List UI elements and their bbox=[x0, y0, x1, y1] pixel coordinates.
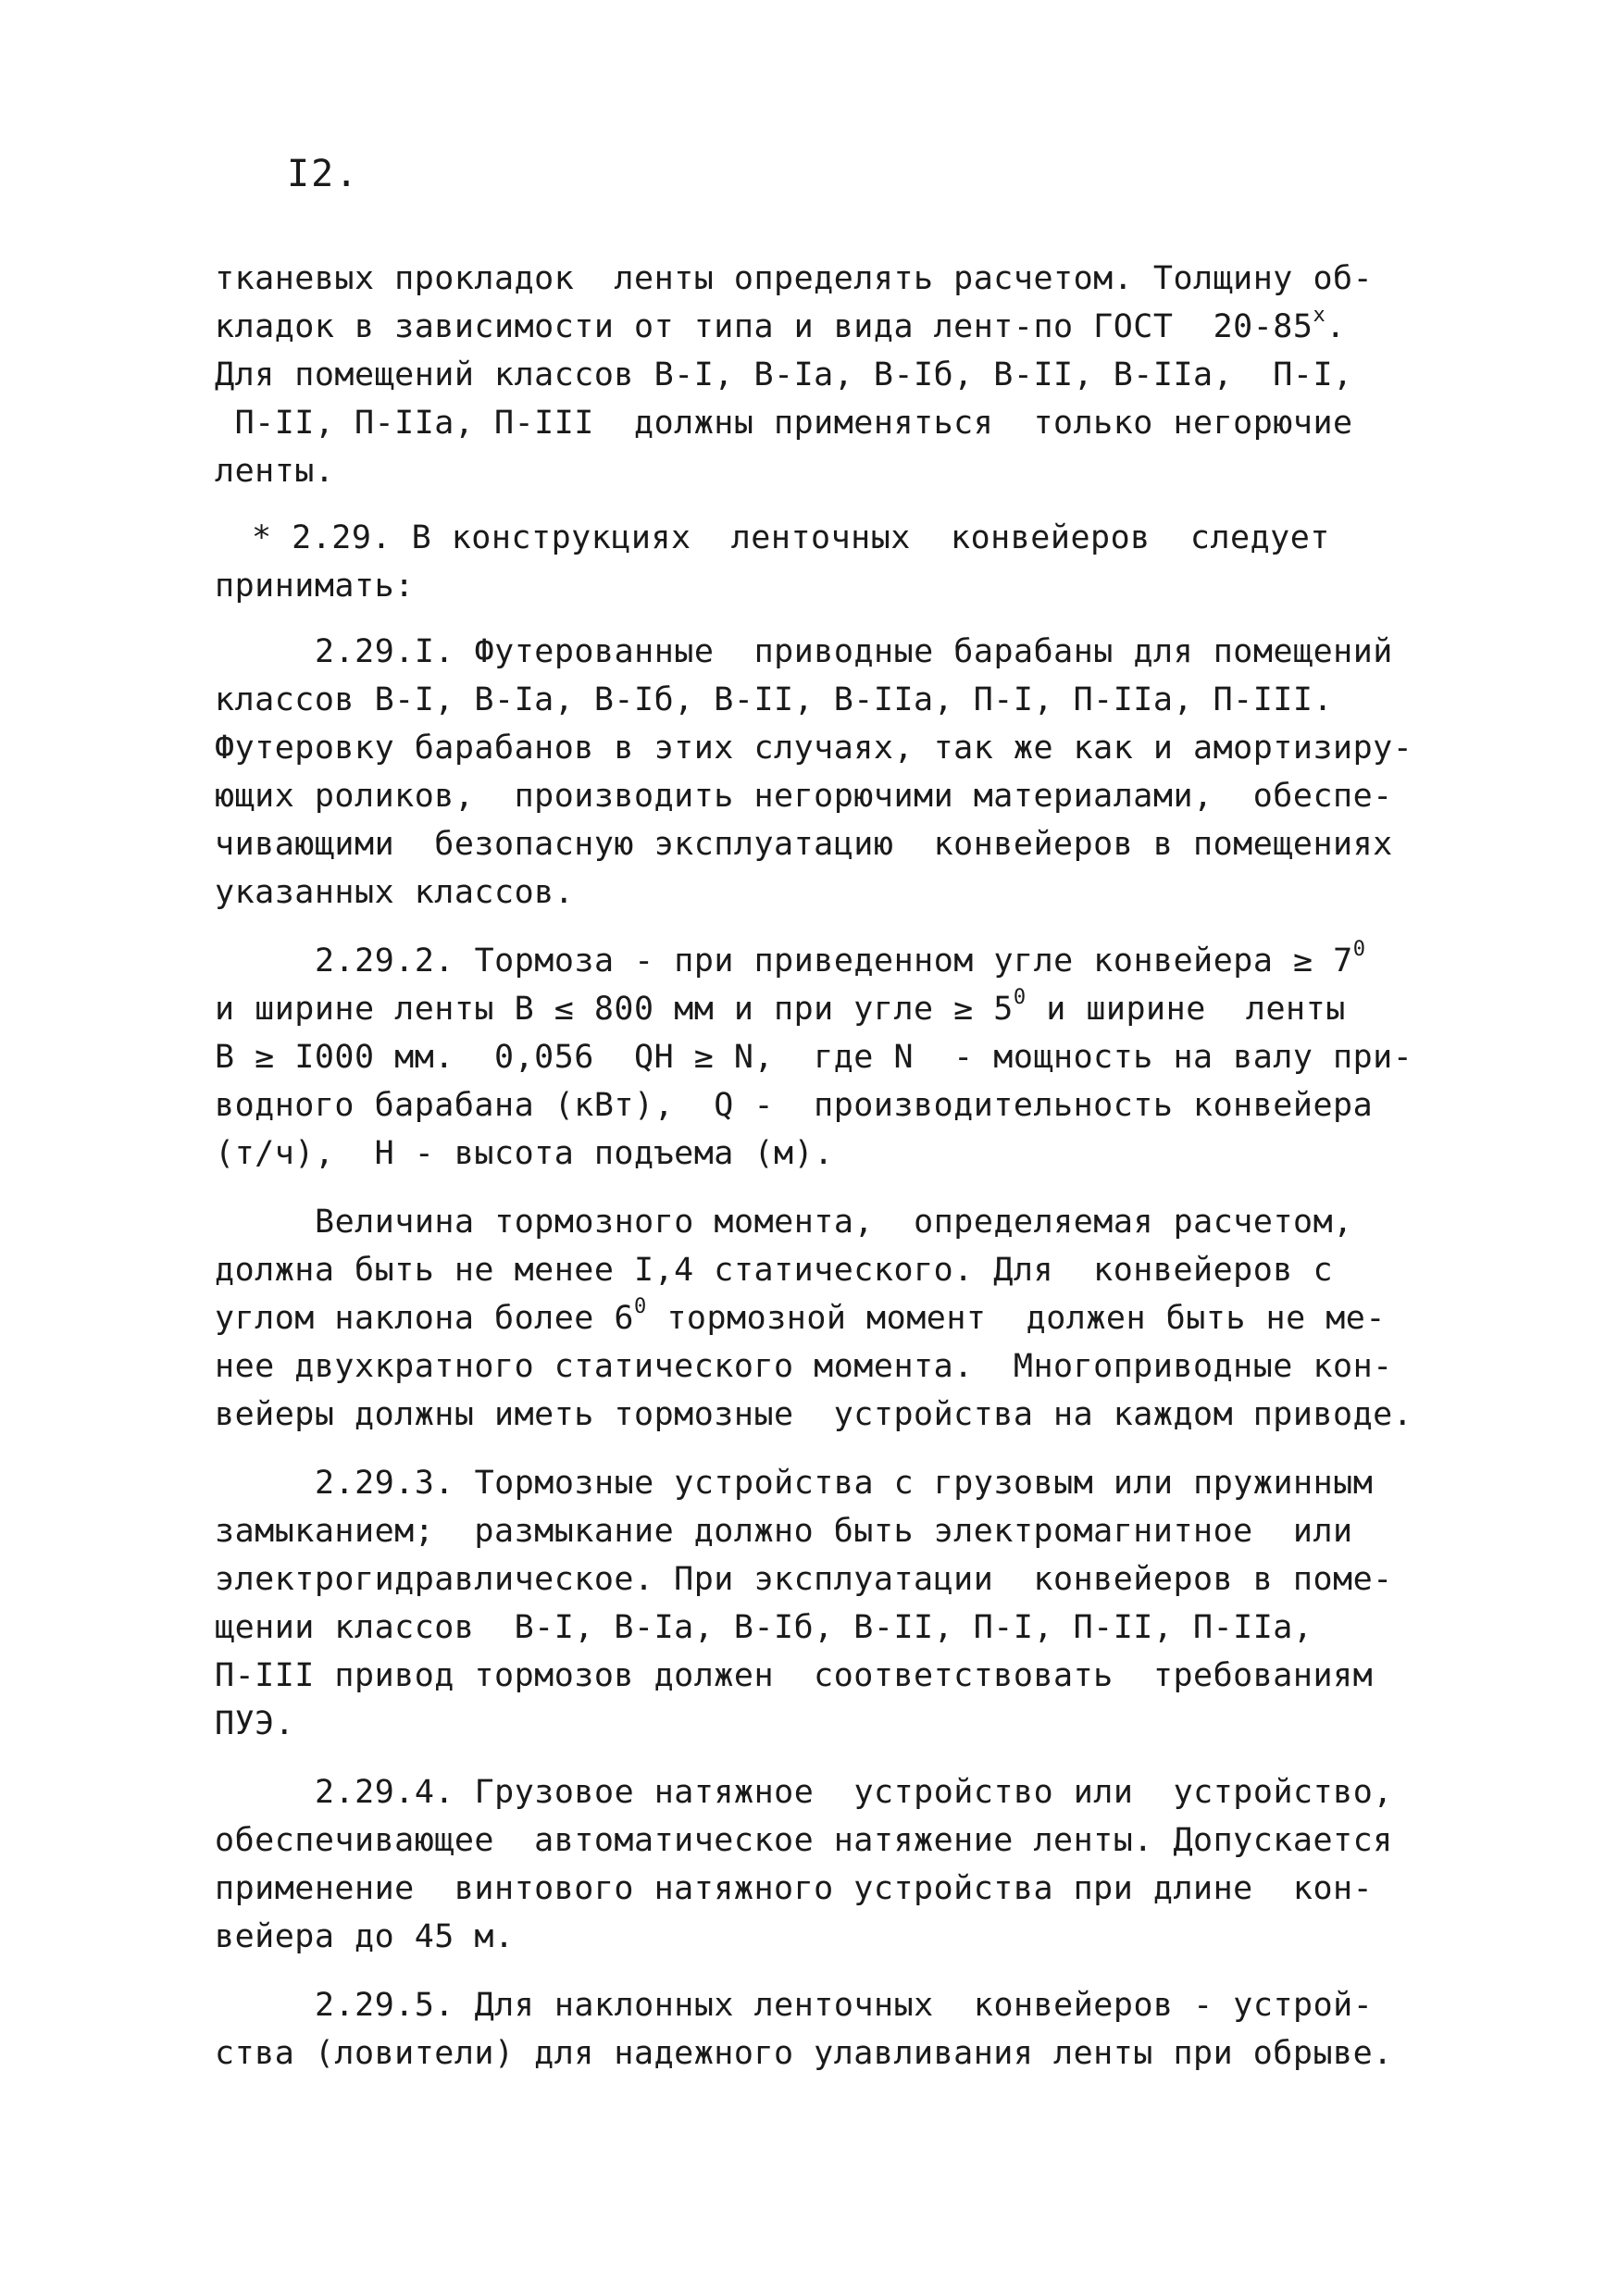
text-line: щении классов В-I, В-Iа, В-Iб, В-II, П-I, П-II, П-IIа, bbox=[215, 1609, 1313, 1646]
degree-mark: 0 bbox=[1352, 938, 1366, 962]
text-line: Величина тормозного момента, определяемая расчетом, bbox=[315, 1204, 1353, 1241]
text-line: должна быть не менее I,4 статического. Для конвейеров с bbox=[215, 1252, 1334, 1289]
superscript-mark: х bbox=[1313, 304, 1326, 328]
text-line: тканевых прокладок ленты определять расчетом. Толщину об- bbox=[215, 260, 1374, 297]
subsection-heading: 2.29.5. Для наклонных ленточных конвейеров - устрой- bbox=[315, 1987, 1374, 2024]
text-line: В ≥ I000 мм. 0,056 QН ≥ N, где N - мощность на валу при- bbox=[215, 1039, 1413, 1076]
text-line: ства (ловители) для надежного улавливания ленты при обрыве. bbox=[215, 2035, 1393, 2072]
subsection-heading: 2.29.4. Грузовое натяжное устройство или устройство, bbox=[315, 1774, 1393, 1811]
text-line: указанных классов. bbox=[215, 874, 575, 911]
text-line: ПУЭ. bbox=[215, 1705, 295, 1742]
text-line: электрогидравлическое. При эксплуатации конвейеров в поме- bbox=[215, 1561, 1393, 1598]
text-line: кладок в зависимости от типа и вида лент-по ГОСТ $20-85^х$. bbox=[215, 304, 1346, 345]
text-line: классов В-I, В-Iа, В-Iб, В-II, В-IIа, П-I, П-IIа, П-III. bbox=[215, 681, 1334, 718]
text-line: углом наклона более $6^0$ тормозной момент должен быть не ме- bbox=[215, 1295, 1386, 1337]
degree-mark: 0 bbox=[634, 1295, 647, 1319]
text-line: вейера до 45 м. bbox=[215, 1918, 515, 1955]
text-line: обеспечивающее автоматическое натяжение ленты. Допускается bbox=[215, 1822, 1393, 1859]
text-line: ющих роликов, производить негорючими материалами, обеспе- bbox=[215, 778, 1393, 815]
page-number: I2. bbox=[287, 153, 360, 195]
text-line: нее двухкратного статического момента. Многоприводные кон- bbox=[215, 1348, 1393, 1385]
text-line: Футеровку барабанов в этих случаях, так же как и амортизиру- bbox=[215, 730, 1413, 767]
subsection-heading: 2.29.3. Тормозные устройства с грузовым или пружинным bbox=[315, 1465, 1374, 1502]
text-line: П-II, П-IIа, П-III должны применяться только негорючие bbox=[215, 405, 1353, 442]
subsection-heading: 2.29.2. Тормоза - при приведенном угле конвейера ≥ $7^0$ bbox=[315, 938, 1366, 980]
text-line: П-III привод тормозов должен соответствовать требованиям bbox=[215, 1657, 1374, 1694]
text-line: водного барабана (кВт), Q - производительность конвейера bbox=[215, 1087, 1374, 1124]
text-line: вейеры должны иметь тормозные устройства на каждом приводе. bbox=[215, 1396, 1413, 1433]
text-line: применение винтового натяжного устройства при длине кон- bbox=[215, 1870, 1374, 1907]
text-line: замыканием; размыкание должно быть электромагнитное или bbox=[215, 1513, 1353, 1550]
degree-mark: 0 bbox=[1013, 986, 1027, 1010]
text-line: ленты. bbox=[215, 453, 335, 490]
text-line: чивающими безопасную эксплуатацию конвейеров в помещениях bbox=[215, 826, 1393, 863]
text-line: Для помещений классов В-I, В-Iа, В-Iб, В-II, В-IIа, П-I, bbox=[215, 356, 1353, 393]
text-line: (т/ч), Н - высота подъема (м). bbox=[215, 1135, 834, 1172]
text-line: и ширине ленты В ≤ 800 мм и при угле ≥ $5^0$ и ширине ленты bbox=[215, 986, 1346, 1028]
text-line: принимать: bbox=[215, 568, 415, 605]
section-heading: * 2.29. В конструкциях ленточных конвейеров следует bbox=[252, 519, 1330, 556]
subsection-heading: 2.29.I. Футерованные приводные барабаны для помещений bbox=[315, 633, 1393, 670]
